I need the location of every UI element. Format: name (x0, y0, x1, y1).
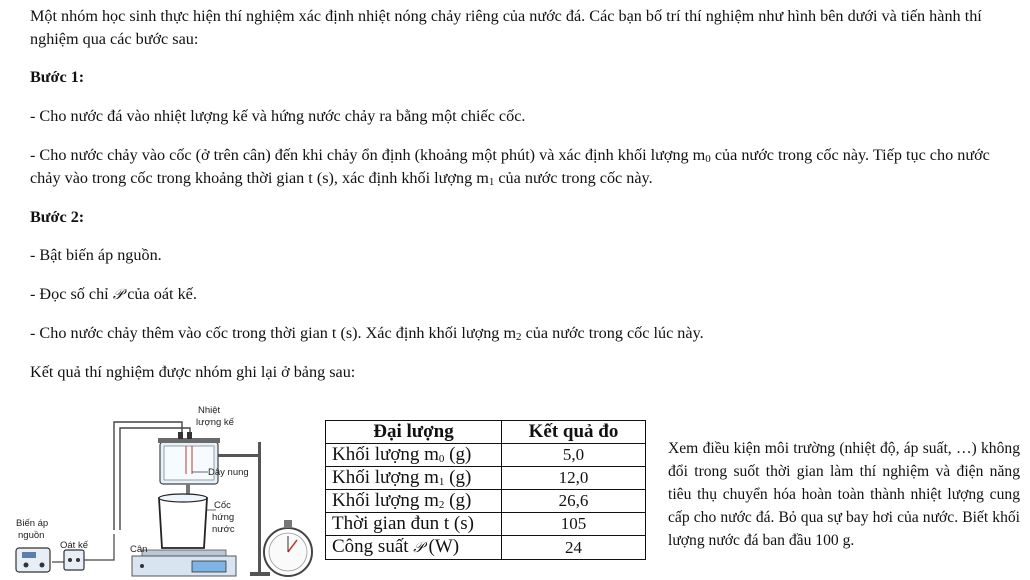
results-intro: Kết quả thí nghiệm được nhóm ghi lại ở bảng sau: (30, 363, 356, 381)
label-scale: Cân (130, 544, 148, 555)
value-cell: 24 (502, 536, 646, 560)
header-quantity: Đại lượng (326, 421, 502, 444)
stopwatch-icon (264, 520, 312, 576)
experiment-figure (14, 402, 326, 578)
table-row (326, 467, 646, 490)
table-row (326, 513, 646, 536)
value-cell: 105 (502, 513, 646, 536)
conditions-paragraph: Xem điều kiện môi trường (nhiệt độ, áp suất, …) không đổi trong suốt thời gian làm thí nghiệm và điện năng tiêu thụ chuyển hóa hoàn toàn thành nhiệt lượng cung cấp cho nước đá. Bỏ qua sự bay hơi của nước. Biết khối lượng nước đá ban đầu 100 g. (668, 440, 1020, 549)
value-cell: 26,6 (502, 490, 646, 513)
intro-paragraph: Một nhóm học sinh thực hiện thí nghiệm xác định nhiệt nóng chảy riêng của nước đá. Các bạn bố trí thí nghiệm như hình bên dưới và tiến hành thí nghiệm qua các bước sau: (30, 7, 982, 48)
quantity-cell: Thời gian đun t (s) (326, 513, 502, 536)
label-wire: Dây nung (208, 467, 249, 478)
step2-line3: - Cho nước chảy thêm vào cốc trong thời gian t (s). Xác định khối lượng $m_2$ của nước trong cốc lúc này. (30, 324, 704, 343)
step2-heading: Bước 2: (30, 208, 85, 226)
label-cup-1: Cốc (214, 500, 231, 511)
calorimeter-icon (158, 432, 220, 494)
value-cell: 5,0 (502, 444, 646, 467)
label-wattmeter: Oát kế (60, 540, 88, 551)
table-row (326, 490, 646, 513)
quantity-cell: Công suất 𝒫 (W) (326, 536, 502, 560)
label-calorimeter-1: Nhiệt (198, 405, 221, 416)
quantity-cell: Khối lượng $m_0$ (g) (326, 444, 502, 467)
stand-rod (258, 442, 261, 574)
table-header-row (326, 421, 646, 444)
label-cup-2: hứng (212, 512, 235, 523)
value-cell: 12,0 (502, 467, 646, 490)
label-source-2: nguồn (18, 530, 45, 541)
label-source-1: Biến áp (16, 518, 49, 529)
cup-icon (159, 494, 207, 548)
step2-line2: - Đọc số chỉ 𝒫 của oát kế. (30, 285, 197, 303)
wattmeter-icon (64, 550, 84, 570)
results-table (325, 420, 646, 560)
header-result: Kết quả đo (502, 421, 646, 444)
table-row (326, 536, 646, 560)
step2-line1: - Bật biến áp nguồn. (30, 246, 162, 264)
quantity-cell: Khối lượng $m_2$ (g) (326, 490, 502, 513)
scale-icon (132, 550, 236, 576)
step1-heading: Bước 1: (30, 68, 85, 86)
table-row (326, 444, 646, 467)
label-calorimeter-2: lượng kế (196, 417, 234, 428)
step1-line2: - Cho nước chảy vào cốc (ở trên cân) đến khi chảy ổn định (khoảng một phút) và xác định khối lượng $m_0$ của nước trong cốc này. Tiếp tục cho nước chảy vào trong cốc trong khoảng thời gian t (s), xác định khối lượng $m_1$ của nước trong cốc này. (30, 146, 990, 188)
step1-line1: - Cho nước đá vào nhiệt lượng kế và hứng nước chảy ra bằng một chiếc cốc. (30, 107, 526, 125)
power-source-icon (16, 548, 50, 572)
quantity-cell: Khối lượng $m_1$ (g) (326, 467, 502, 490)
label-cup-3: nước (212, 524, 235, 535)
